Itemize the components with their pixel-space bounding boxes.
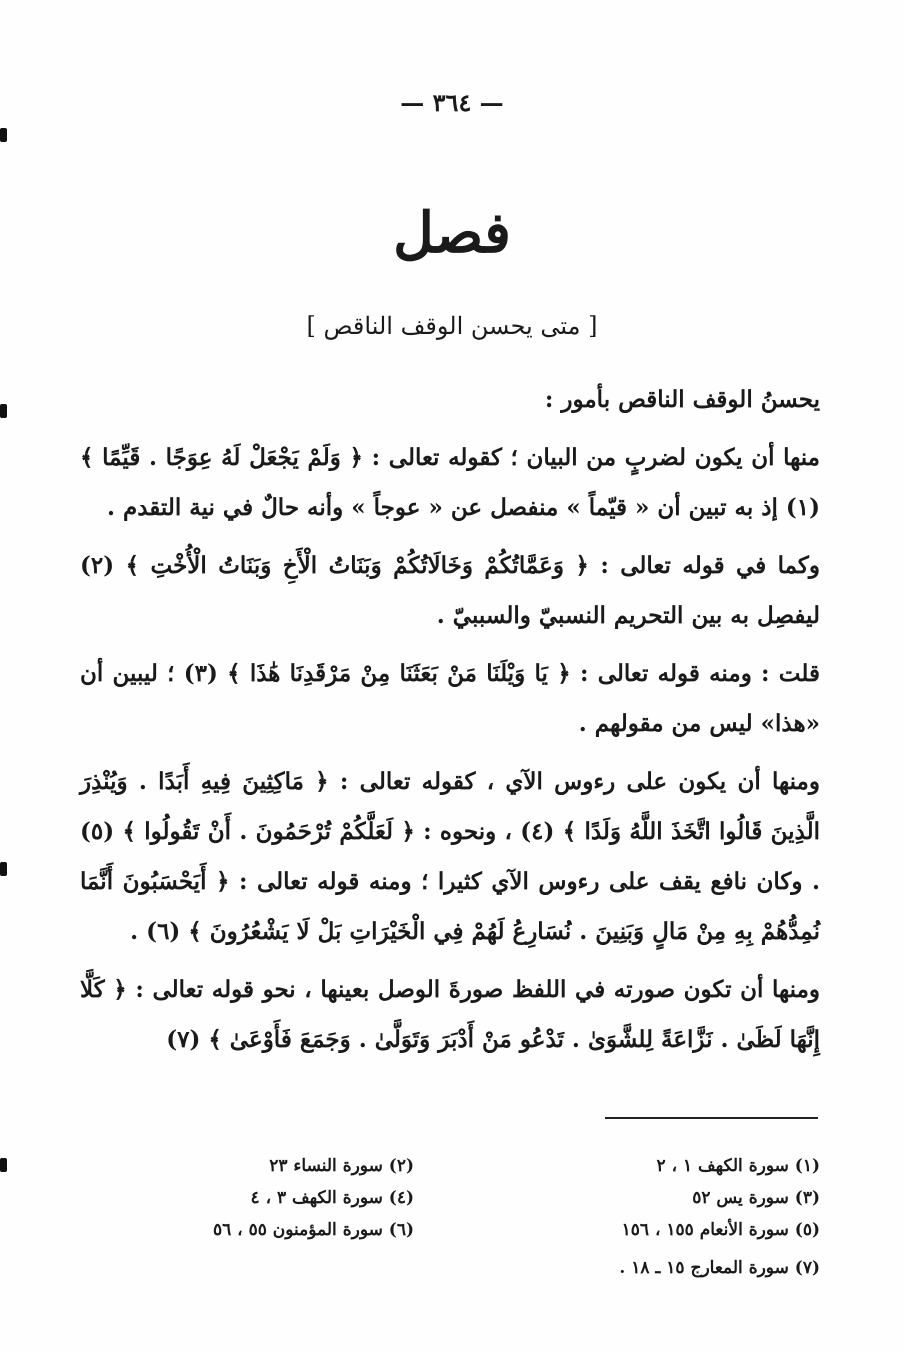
binding-mark bbox=[0, 128, 7, 142]
paragraph: وكما في قوله تعالى : ﴿ وَعَمَّاتُكُمْ وَخَالَاتُكُمْ وَبَنَاتُ الْأَخِ وَبَنَاتُ الْأُخْتِ ﴾ (٢) ليفصِل به بين التحريم النسبيّ والسببيّ . bbox=[80, 552, 820, 629]
footnotes bbox=[0, 1148, 904, 1298]
footnote: (٦) سورة المؤمنون ٥٥ ، ٥٦ bbox=[212, 1220, 414, 1240]
paragraph: يحسنُ الوقف الناقص بأمور : bbox=[544, 386, 820, 413]
body-text bbox=[80, 375, 820, 1073]
footnote: (٥) سورة الأنعام ١٥٥ ، ١٥٦ bbox=[621, 1220, 820, 1240]
paragraph: قلت : ومنه قوله تعالى : ﴿ يَا وَيْلَنَا مَنْ بَعَثَنَا مِنْ مَرْقَدِنَا هَٰذَا ﴾ (٣) ؛ ليبين أن «هذا» ليس من مقولهم . bbox=[80, 660, 820, 737]
page-number: — ٣٦٤ — bbox=[400, 88, 504, 117]
footnote: (٢) سورة النساء ٢٣ bbox=[269, 1156, 414, 1176]
footnote: (١) سورة الكهف ١ ، ٢ bbox=[656, 1156, 820, 1176]
footnote-divider bbox=[605, 1117, 818, 1119]
footnote: (٣) سورة يس ٥٢ bbox=[692, 1188, 820, 1208]
section-subtitle: [ متى يحسن الوقف الناقص ] bbox=[306, 312, 598, 340]
paragraph: منها أن يكون لضربٍ من البيان ؛ كقوله تعالى : ﴿ وَلَمْ يَجْعَلْ لَهُ عِوَجًا . قَيِّمًا ﴾ (١) إذ به تبين أن « قيّماً » منفصل عن « عوجاً » وأنه حالٌ في نية التقدم . bbox=[80, 444, 820, 521]
footnote: (٤) سورة الكهف ٣ ، ٤ bbox=[250, 1188, 414, 1208]
footnote: (٧) سورة المعارج ١٥ ـ ١٨ . bbox=[619, 1258, 820, 1278]
paragraph: ومنها أن تكون صورته في اللفظ صورةَ الوصل بعينها ، نحو قوله تعالى : ﴿ كَلَّا إِنَّهَا لَظَىٰ . نَزَّاعَةً لِلشَّوَىٰ . تَدْعُو مَنْ أَدْبَرَ وَتَوَلَّىٰ . وَجَمَعَ فَأَوْعَىٰ ﴾ (٧) bbox=[80, 976, 820, 1053]
paragraph: ومنها أن يكون على رءوس الآي ، كقوله تعالى : ﴿ مَاكِثِينَ فِيهِ أَبَدًا . وَيُنْذِرَ الَّذِينَ قَالُوا اتَّخَذَ اللَّهُ وَلَدًا ﴾ (٤) ، ونحوه : ﴿ لَعَلَّكُمْ تُرْحَمُونَ . أَنْ تَقُولُوا ﴾ (٥) . وكان نافع يقف على رءوس الآي كثيرا ؛ ومنه قوله تعالى : ﴿ أَيَحْسَبُونَ أَنَّمَا نُمِدُّهُمْ بِهِ مِنْ مَالٍ وَبَنِينَ . نُسَارِعُ لَهُمْ فِي الْخَيْرَاتِ بَلْ لَا يَشْعُرُونَ ﴾ (٦) . bbox=[80, 768, 820, 945]
chapter-title: فصل bbox=[393, 200, 511, 266]
binding-mark bbox=[0, 862, 7, 876]
binding-mark bbox=[0, 404, 7, 418]
